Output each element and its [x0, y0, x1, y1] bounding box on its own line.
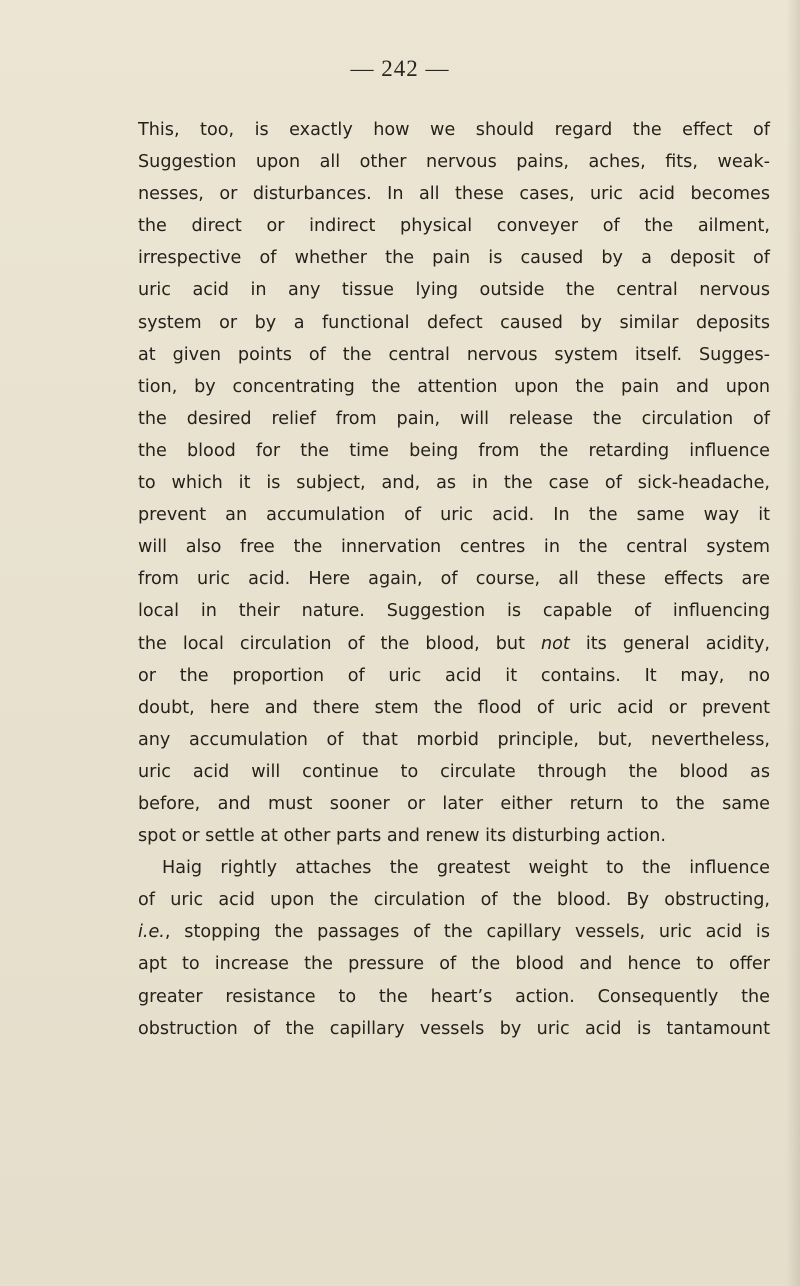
text-line: local in their nature. Suggestion is capable of influencing	[138, 601, 770, 622]
text-line: will also free the innervation centres in the central system	[138, 537, 770, 558]
text-line: before, and must sooner or later either return to the same	[138, 793, 770, 814]
text-line: any accumulation of that morbid principle, but, nevertheless,	[138, 729, 770, 750]
text-line: uric acid will continue to circulate through the blood as	[138, 761, 770, 782]
text-line: the desired relief from pain, will release the circulation of	[138, 408, 770, 429]
text-line: from uric acid. Here again, of course, all these effects are	[138, 569, 770, 590]
text-line: obstruction of the capillary vessels by uric acid is tantamount	[138, 1018, 770, 1039]
text-line: This, too, is exactly how we should regard the effect of	[138, 120, 770, 140]
text-line: nesses, or disturbances. In all these cases, uric acid becomes	[138, 184, 770, 205]
text-line: to which it is subject, and, as in the case of sick-headache,	[138, 473, 770, 494]
text-line: Suggestion upon all other nervous pains, aches, fits, weak-	[138, 152, 770, 173]
text-line: apt to increase the pressure of the blood and hence to offer	[138, 954, 770, 975]
text-line: the direct or indirect physical conveyer of the ailment,	[138, 216, 770, 237]
italic-emphasis: i.e.	[138, 922, 165, 943]
text-line: of uric acid upon the circulation of the blood. By obstructing,	[138, 890, 770, 911]
text-line: i.e., stopping the passages of the capillary vessels, uric acid is	[138, 922, 770, 943]
text-line: irrespective of whether the pain is caused by a deposit of	[138, 248, 770, 269]
italic-emphasis: not	[541, 633, 570, 654]
text-line: uric acid in any tissue lying outside the central nervous	[138, 280, 770, 301]
text-line: system or by a functional defect caused by similar deposits	[138, 312, 770, 333]
text-line: tion, by concentrating the attention upon the pain and upon	[138, 376, 770, 397]
text-line: the local circulation of the blood, but not its general acidity,	[138, 633, 771, 654]
page-edge-shadow	[786, 0, 800, 1286]
text-line: greater resistance to the heart’s action. Consequently the	[138, 986, 770, 1007]
text-line: prevent an accumulation of uric acid. In the same way it	[138, 505, 770, 526]
text-line: at given points of the central nervous system itself. Sugges-	[138, 344, 770, 365]
text-line: spot or settle at other parts and renew its disturbing action.	[138, 826, 666, 847]
text-line: or the proportion of uric acid it contains. It may, no	[138, 665, 770, 686]
text-line: the blood for the time being from the retarding influence	[138, 440, 770, 461]
text-line: doubt, here and there stem the flood of uric acid or prevent	[138, 697, 770, 718]
page-number: — 242 —	[350, 56, 450, 81]
body-text	[138, 114, 770, 1045]
text-line: Haig rightly attaches the greatest weight to the influence	[162, 858, 770, 879]
